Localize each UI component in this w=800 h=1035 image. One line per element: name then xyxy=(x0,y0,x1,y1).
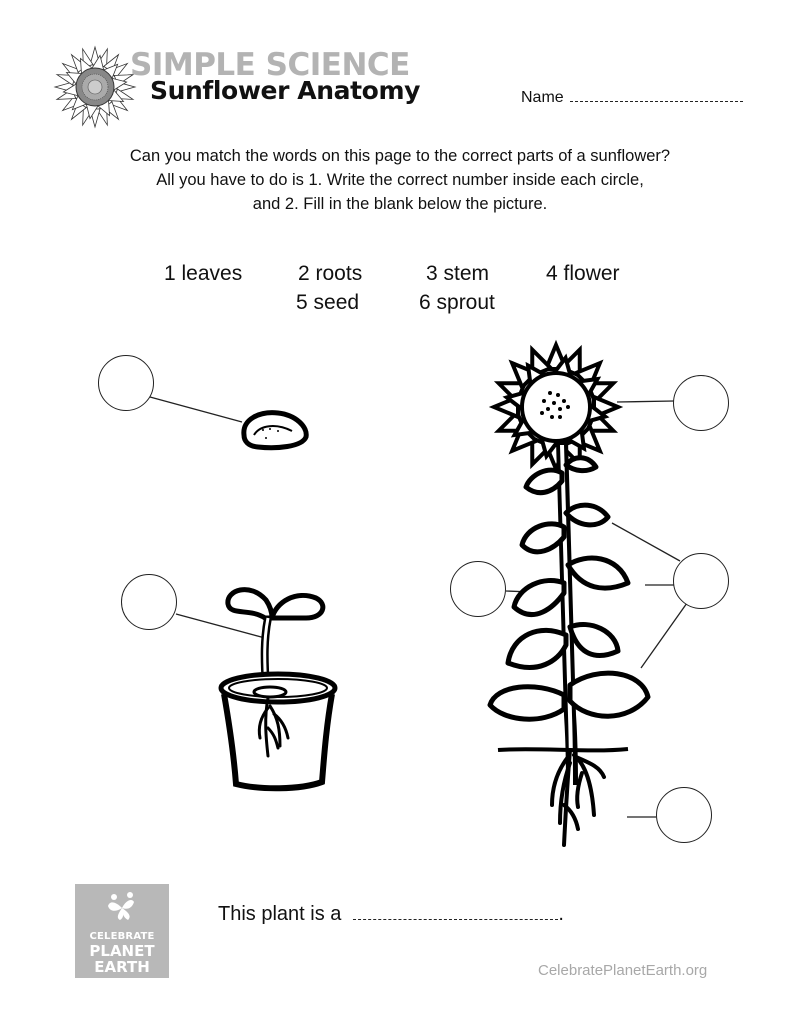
sprout-in-pot-icon xyxy=(210,578,340,798)
word-bank-item-stem: 3 stem xyxy=(426,262,490,285)
fill-in-suffix: . xyxy=(558,903,564,925)
celebrate-planet-earth-logo xyxy=(75,884,169,978)
answer-circle-sprout[interactable] xyxy=(121,574,177,630)
seed-icon xyxy=(236,405,316,455)
answer-circle-stem[interactable] xyxy=(450,561,506,617)
word-bank-item-roots: 2 roots xyxy=(298,262,363,285)
series-title: SIMPLE SCIENCE xyxy=(130,47,410,83)
word-bank-item-sprout: 6 sprout xyxy=(419,291,495,314)
instruction-line-1: Can you match the words on this page to the correct parts of a sunflower? xyxy=(129,147,671,165)
answer-circle-roots[interactable] xyxy=(656,787,712,843)
plant-name-blank[interactable] xyxy=(353,903,558,920)
logo-line-1: CELEBRATE xyxy=(89,931,155,942)
butterfly-figure-icon xyxy=(104,892,140,922)
instruction-line-2: All you have to do is 1. Write the correct number inside each circle, xyxy=(156,171,644,189)
name-label: Name xyxy=(521,89,564,106)
word-bank-item-leaves: 1 leaves xyxy=(164,262,243,285)
answer-circle-seed[interactable] xyxy=(98,355,154,411)
fill-in-prefix: This plant is a xyxy=(218,903,342,925)
logo-line-3: EARTH xyxy=(94,958,150,976)
page-title: Sunflower Anatomy xyxy=(150,76,420,105)
answer-circle-flower[interactable] xyxy=(673,375,729,431)
word-bank-item-flower: 4 flower xyxy=(546,262,620,285)
instruction-line-3: and 2. Fill in the blank below the picture. xyxy=(252,195,548,213)
logo-line-2: PLANET xyxy=(89,942,155,960)
website-url: CelebratePlanetEarth.org xyxy=(538,962,708,979)
fill-in-sentence xyxy=(218,903,564,926)
word-bank-item-seed: 5 seed xyxy=(296,291,360,314)
sunflower-plant-icon xyxy=(478,345,658,865)
answer-circle-leaves[interactable] xyxy=(673,553,729,609)
